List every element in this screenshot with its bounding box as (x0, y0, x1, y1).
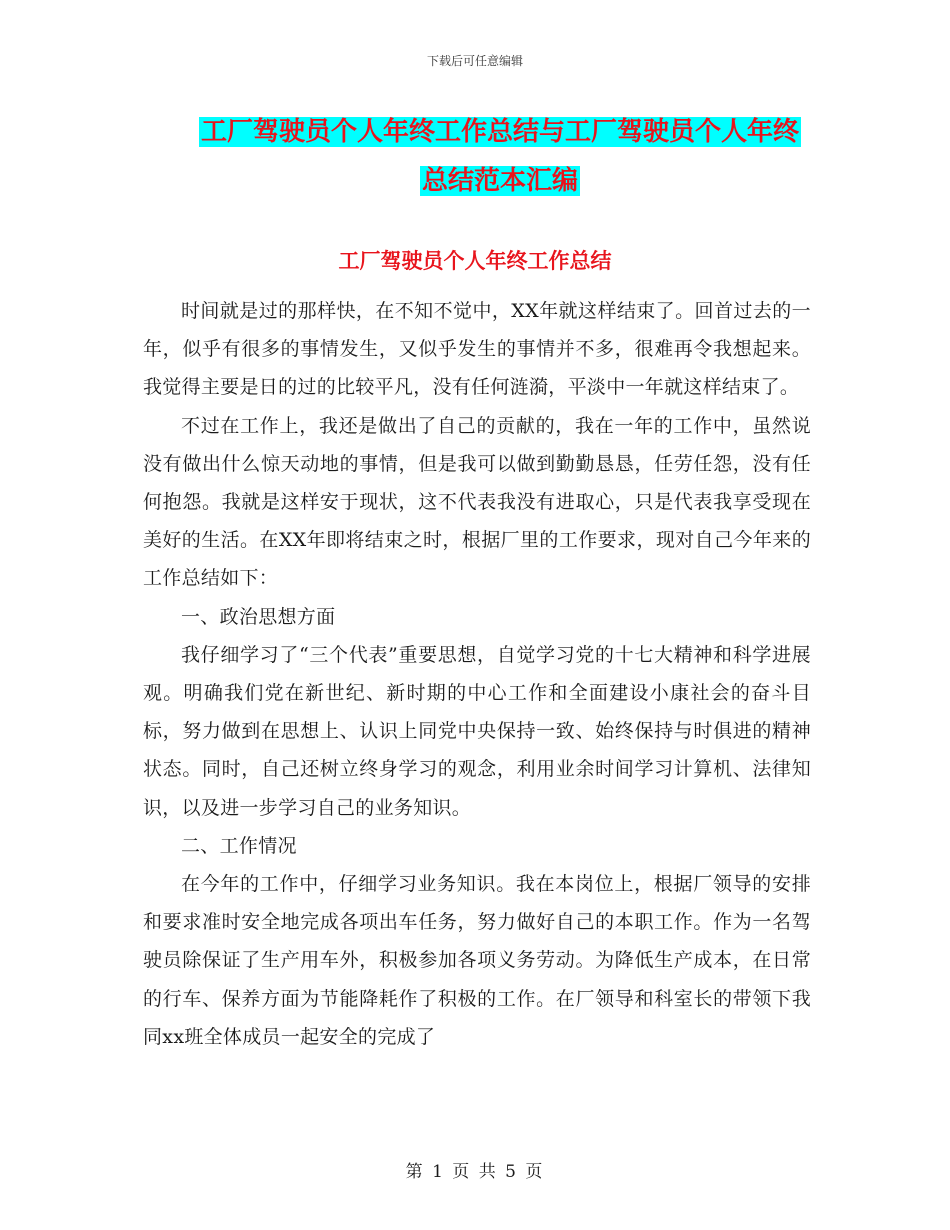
document-title-line2: 总结范本汇编 (421, 166, 578, 196)
header-note: 下载后可任意编辑 (426, 54, 523, 68)
document-body (143, 292, 811, 1056)
paragraph: 在今年的工作中，仔细学习业务知识。我在本岗位上，根据厂领导的安排和要求准时安全地完成各项出车任务，努力做好自己的本职工作。作为一名驾驶员除保证了生产用车外，积极参加各项义务劳动。为降低生产成本，在日常的行车、保养方面为节能降耗作了积极的工作。在厂领导和科室长的带领下我同xx班全体成员一起安全的完成了 (143, 873, 811, 1048)
subheading-work: 二、工作情况 (181, 834, 297, 857)
paragraph: 我仔细学习了“三个代表”重要思想，自觉学习党的十七大精神和科学进展观。明确我们党在新世纪、新时期的中心工作和全面建设小康社会的奋斗目标，努力做到在思想上、认识上同党中央保持一致、始终保持与时俱进的精神状态。同时，自己还树立终身学习的观念，利用业余时间学习计算机、法律知识，以及进一步学习自己的业务知识。 (143, 643, 811, 819)
section-title: 工厂驾驶员个人年终工作总结 (338, 249, 612, 273)
document-title-line1: 工厂驾驶员个人年终工作总结与工厂驾驶员个人年终 (200, 117, 799, 147)
page-footer: 第 1 页 共 5 页 (405, 1162, 545, 1182)
subheading-politics: 一、政治思想方面 (181, 605, 336, 628)
document-title (150, 108, 850, 206)
paragraph: 不过在工作上，我还是做出了自己的贡献的，我在一年的工作中，虽然说没有做出什么惊天动地的事情，但是我可以做到勤勤恳恳，任劳任怨，没有任何抱怨。我就是这样安于现状，这不代表我没有进取心，只是代表我享受现在美好的生活。在XX年即将结束之时，根据厂里的工作要求，现对自己今年来的工作总结如下： (143, 414, 811, 590)
paragraph: 时间就是过的那样快，在不知不觉中，XX年就这样结束了。回首过去的一年，似乎有很多的事情发生，又似乎发生的事情并不多，很难再令我想起来。我觉得主要是日的过的比较平凡，没有任何涟漪，平淡中一年就这样结束了。 (143, 300, 811, 399)
